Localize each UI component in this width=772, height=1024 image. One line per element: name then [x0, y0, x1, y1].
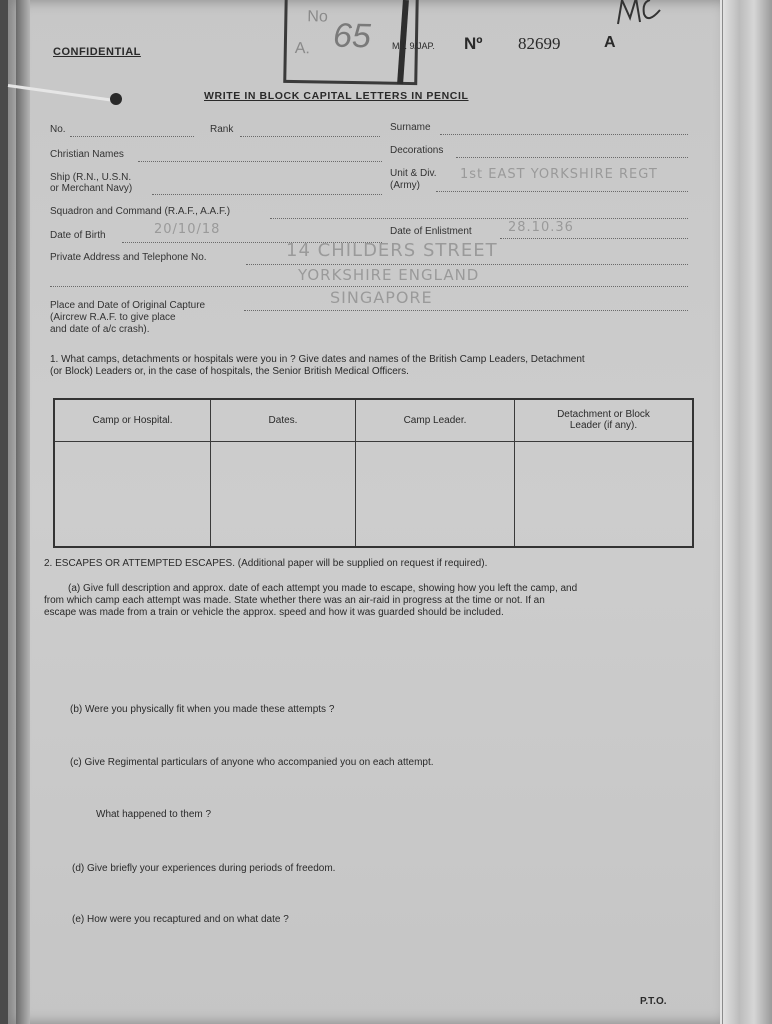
decorations-field[interactable]	[456, 157, 688, 158]
ship-label-1: Ship (R.N., U.S.N.	[50, 172, 132, 183]
camp-hospital-cell[interactable]	[54, 441, 211, 547]
unit-label-1: Unit & Div.	[390, 168, 437, 179]
surname-label: Surname	[390, 122, 431, 133]
address-field-1[interactable]	[246, 264, 688, 265]
col-camp-leader: Camp Leader.	[356, 399, 515, 441]
number-label: Nº	[464, 34, 483, 53]
dob-label: Date of Birth	[50, 230, 106, 241]
camps-table	[53, 398, 694, 548]
q2b: (b) Were you physically fit when you made these attempts ?	[70, 704, 335, 715]
q2a-line-2: from which camp each attempt was made. State whether there was an air-raid in progress at the time or not. If an	[44, 595, 545, 606]
stamp-letter: A.	[294, 40, 311, 58]
pto-label: P.T.O.	[640, 996, 667, 1007]
q2a-line-1: (a) Give full description and approx. date of each attempt you made to escape, showing how you left the camp, and	[68, 583, 578, 594]
ship-field[interactable]	[152, 194, 382, 195]
col-camp-hospital: Camp or Hospital.	[54, 399, 211, 441]
binder-shadow	[16, 0, 30, 1024]
christian-names-field[interactable]	[138, 161, 382, 162]
serial-number: 82699	[518, 34, 561, 53]
capture-label-3: and date of a/c crash).	[50, 324, 150, 335]
q2c: (c) Give Regimental particulars of anyone who accompanied you on each attempt.	[70, 757, 434, 768]
q2e: (e) How were you recaptured and on what date ?	[72, 914, 289, 925]
handwritten-mark	[614, 0, 674, 26]
address-field-2[interactable]	[50, 286, 688, 287]
q2-heading: 2. ESCAPES OR ATTEMPTED ESCAPES. (Additional paper will be supplied on request if required).	[44, 558, 488, 569]
instruction-heading: WRITE IN BLOCK CAPITAL LETTERS IN PENCIL	[204, 90, 469, 102]
enlistment-value: 28.10.36	[508, 220, 574, 235]
rank-label: Rank	[210, 124, 234, 135]
capture-value: SINGAPORE	[330, 288, 433, 307]
capture-field[interactable]	[244, 310, 688, 311]
unit-value: 1st EAST YORKSHIRE REGT	[460, 167, 658, 182]
pow-questionnaire-page	[8, 0, 720, 1024]
q1-text-1: 1. What camps, detachments or hospitals were you in ? Give dates and names of the British Camp Leaders, Detachment	[50, 354, 585, 365]
capture-label-2: (Aircrew R.A.F. to give place	[50, 312, 176, 323]
capture-label-1: Place and Date of Original Capture	[50, 300, 206, 311]
ship-label-2: or Merchant Navy)	[50, 183, 133, 194]
no-label: No.	[50, 124, 66, 135]
serial-suffix: A	[604, 34, 616, 51]
tag-knot	[110, 93, 122, 105]
squadron-field[interactable]	[270, 218, 688, 219]
col-detachment-leader: Detachment or Block Leader (if any).	[515, 399, 694, 441]
unit-field[interactable]	[436, 191, 688, 192]
address-value-2: YORKSHIRE ENGLAND	[298, 266, 480, 284]
q2a-line-3: escape was made from a train or vehicle the approx. speed and how it was guarded should be included.	[44, 607, 504, 618]
enlistment-label: Date of Enlistment	[390, 226, 472, 237]
dates-cell[interactable]	[211, 441, 356, 547]
unit-label-2: (Army)	[390, 180, 420, 191]
squadron-label: Squadron and Command (R.A.F., A.A.F.)	[50, 206, 231, 217]
camps-table-header	[54, 399, 693, 441]
christian-names-label: Christian Names	[50, 149, 124, 160]
stamp-no: No	[307, 8, 328, 26]
dob-value: 20/10/18	[154, 222, 221, 237]
stamp-number: 65	[332, 16, 372, 56]
no-field[interactable]	[70, 136, 194, 137]
detachment-leader-cell[interactable]	[515, 441, 694, 547]
q2c-sub: What happened to them ?	[96, 809, 212, 820]
camp-leader-cell[interactable]	[356, 441, 515, 547]
q2d: (d) Give briefly your experiences during periods of freedom.	[72, 863, 336, 874]
rank-field[interactable]	[240, 136, 380, 137]
address-value-1: 14 CHILDERS STREET	[286, 240, 498, 261]
enlistment-field[interactable]	[500, 238, 688, 239]
q1-text-2: (or Block) Leaders or, in the case of hospitals, the Senior British Medical Officers.	[50, 366, 409, 377]
col-dates: Dates.	[211, 399, 356, 441]
decorations-label: Decorations	[390, 145, 444, 156]
camps-table-body[interactable]	[54, 441, 693, 547]
ref-code: M.I. 9/JAP.	[392, 41, 435, 51]
address-label: Private Address and Telephone No.	[50, 252, 207, 263]
surname-field[interactable]	[440, 134, 688, 135]
confidential-label: CONFIDENTIAL	[53, 46, 141, 58]
